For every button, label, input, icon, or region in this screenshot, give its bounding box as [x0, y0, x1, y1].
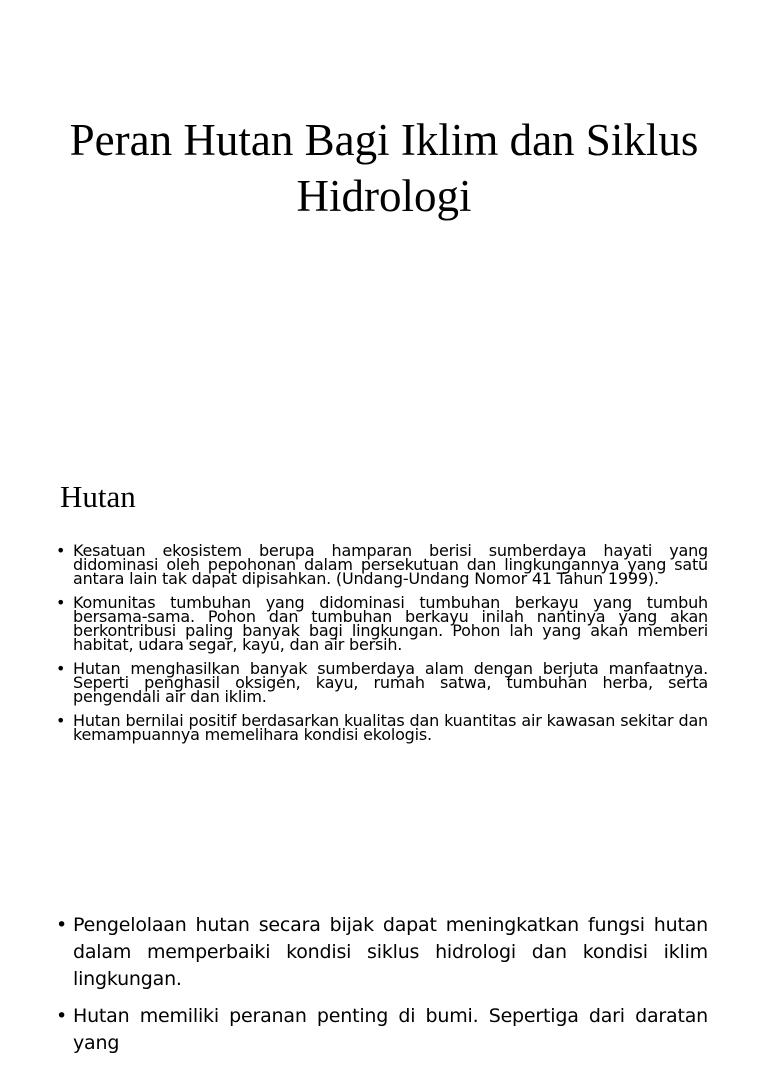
- bullet-icon: •: [56, 1005, 68, 1027]
- list-item: [56, 1003, 708, 1057]
- bullet-icon: •: [56, 914, 68, 936]
- slide-pengelolaan: [0, 864, 768, 1054]
- bullet-list: [56, 912, 708, 1067]
- bullet-icon: •: [56, 711, 66, 730]
- bullet-icon: •: [56, 541, 66, 560]
- bullet-text: Komunitas tumbuhan yang didominasi tumbuhan berkayu yang tumbuh bersama-sama. Pohon dan tumbuhan berkayu inilah nantinya yang akan berkontribusi paling banyak bagi lingkungan. Pohon lah yang akan memberi habitat, udara segar, kayu, dan air bersih.: [73, 593, 708, 654]
- page-title: Peran Hutan Bagi Iklim dan Siklus Hidrologi: [69, 115, 699, 221]
- bullet-icon: •: [56, 593, 66, 612]
- slide-hutan: [0, 432, 768, 864]
- list-item: [56, 659, 708, 706]
- list-item: [56, 711, 708, 744]
- bullet-text: Kesatuan ekosistem berupa hamparan berisi sumberdaya hayati yang didominasi oleh pepohonan dalam persekutuan dan lingkungannya yang satu antara lain tak dapat dipisahkan. (Undang-Undang Nomor 41 Tahun 1999).: [73, 541, 708, 588]
- list-item: [56, 912, 708, 993]
- bullet-list: [56, 541, 708, 752]
- bullet-text: Hutan memiliki peranan penting di bumi. Sepertiga dari daratan yang: [73, 1005, 708, 1054]
- bullet-text: Pengelolaan hutan secara bijak dapat meningkatkan fungsi hutan dalam memperbaiki kondisi siklus hidrologi dan kondisi iklim lingkungan.: [73, 914, 708, 990]
- bullet-text: Hutan bernilai positif berdasarkan kualitas dan kuantitas air kawasan sekitar dan kemampuannya memelihara kondisi ekologis.: [73, 711, 708, 744]
- bullet-text: Hutan menghasilkan banyak sumberdaya alam dengan berjuta manfaatnya. Seperti penghasil oksigen, kayu, rumah satwa, tumbuhan herba, serta pengendali air dan iklim.: [73, 659, 708, 706]
- slide-heading: Hutan: [60, 479, 136, 514]
- list-item: [56, 541, 708, 588]
- slide-title: [0, 0, 768, 432]
- list-item: [56, 593, 708, 654]
- bullet-icon: •: [56, 659, 66, 678]
